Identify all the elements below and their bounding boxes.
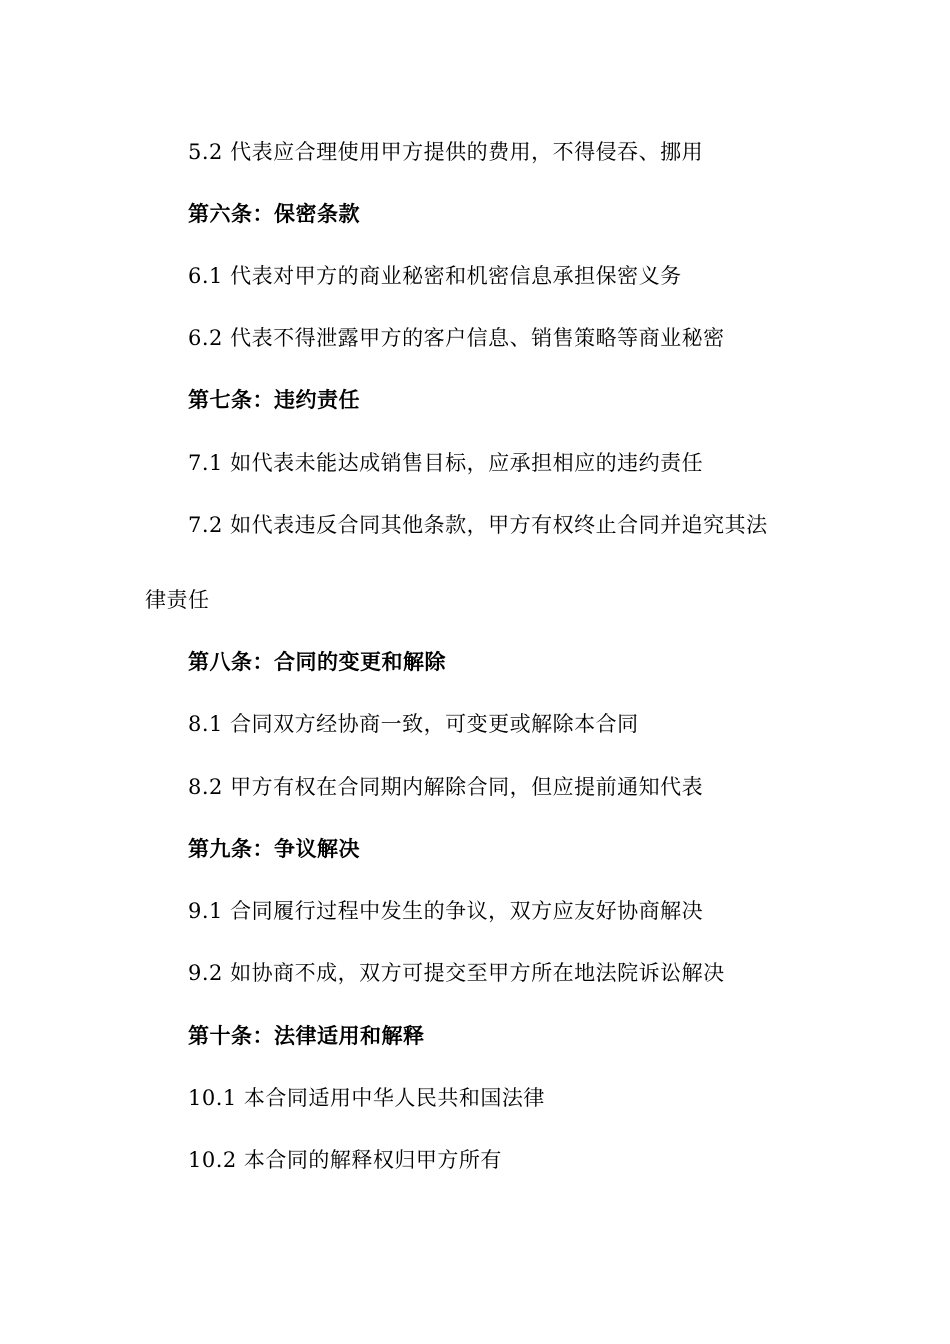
article-8-heading: 第八条：合同的变更和解除 <box>188 650 446 674</box>
clause-6-1: 6.1 代表对甲方的商业秘密和机密信息承担保密义务 <box>188 264 682 288</box>
clause-7-2-continuation: 律责任 <box>145 588 210 612</box>
clause-10-1: 10.1 本合同适用中华人民共和国法律 <box>188 1086 545 1110</box>
clause-7-2: 7.2 如代表违反合同其他条款，甲方有权终止合同并追究其法 <box>188 513 768 537</box>
article-10-heading: 第十条：法律适用和解释 <box>188 1024 425 1048</box>
clause-8-1: 8.1 合同双方经协商一致，可变更或解除本合同 <box>188 712 639 736</box>
article-9-heading: 第九条：争议解决 <box>188 837 360 861</box>
article-6-heading: 第六条：保密条款 <box>188 202 360 226</box>
clause-9-1: 9.1 合同履行过程中发生的争议，双方应友好协商解决 <box>188 899 704 923</box>
article-7-heading: 第七条：违约责任 <box>188 388 360 412</box>
clause-9-2: 9.2 如协商不成，双方可提交至甲方所在地法院诉讼解决 <box>188 961 725 985</box>
clause-7-1: 7.1 如代表未能达成销售目标，应承担相应的违约责任 <box>188 451 704 475</box>
clause-10-2: 10.2 本合同的解释权归甲方所有 <box>188 1148 502 1172</box>
clause-5-2: 5.2 代表应合理使用甲方提供的费用，不得侵吞、挪用 <box>188 140 704 164</box>
clause-8-2: 8.2 甲方有权在合同期内解除合同，但应提前通知代表 <box>188 775 704 799</box>
clause-6-2: 6.2 代表不得泄露甲方的客户信息、销售策略等商业秘密 <box>188 326 725 350</box>
